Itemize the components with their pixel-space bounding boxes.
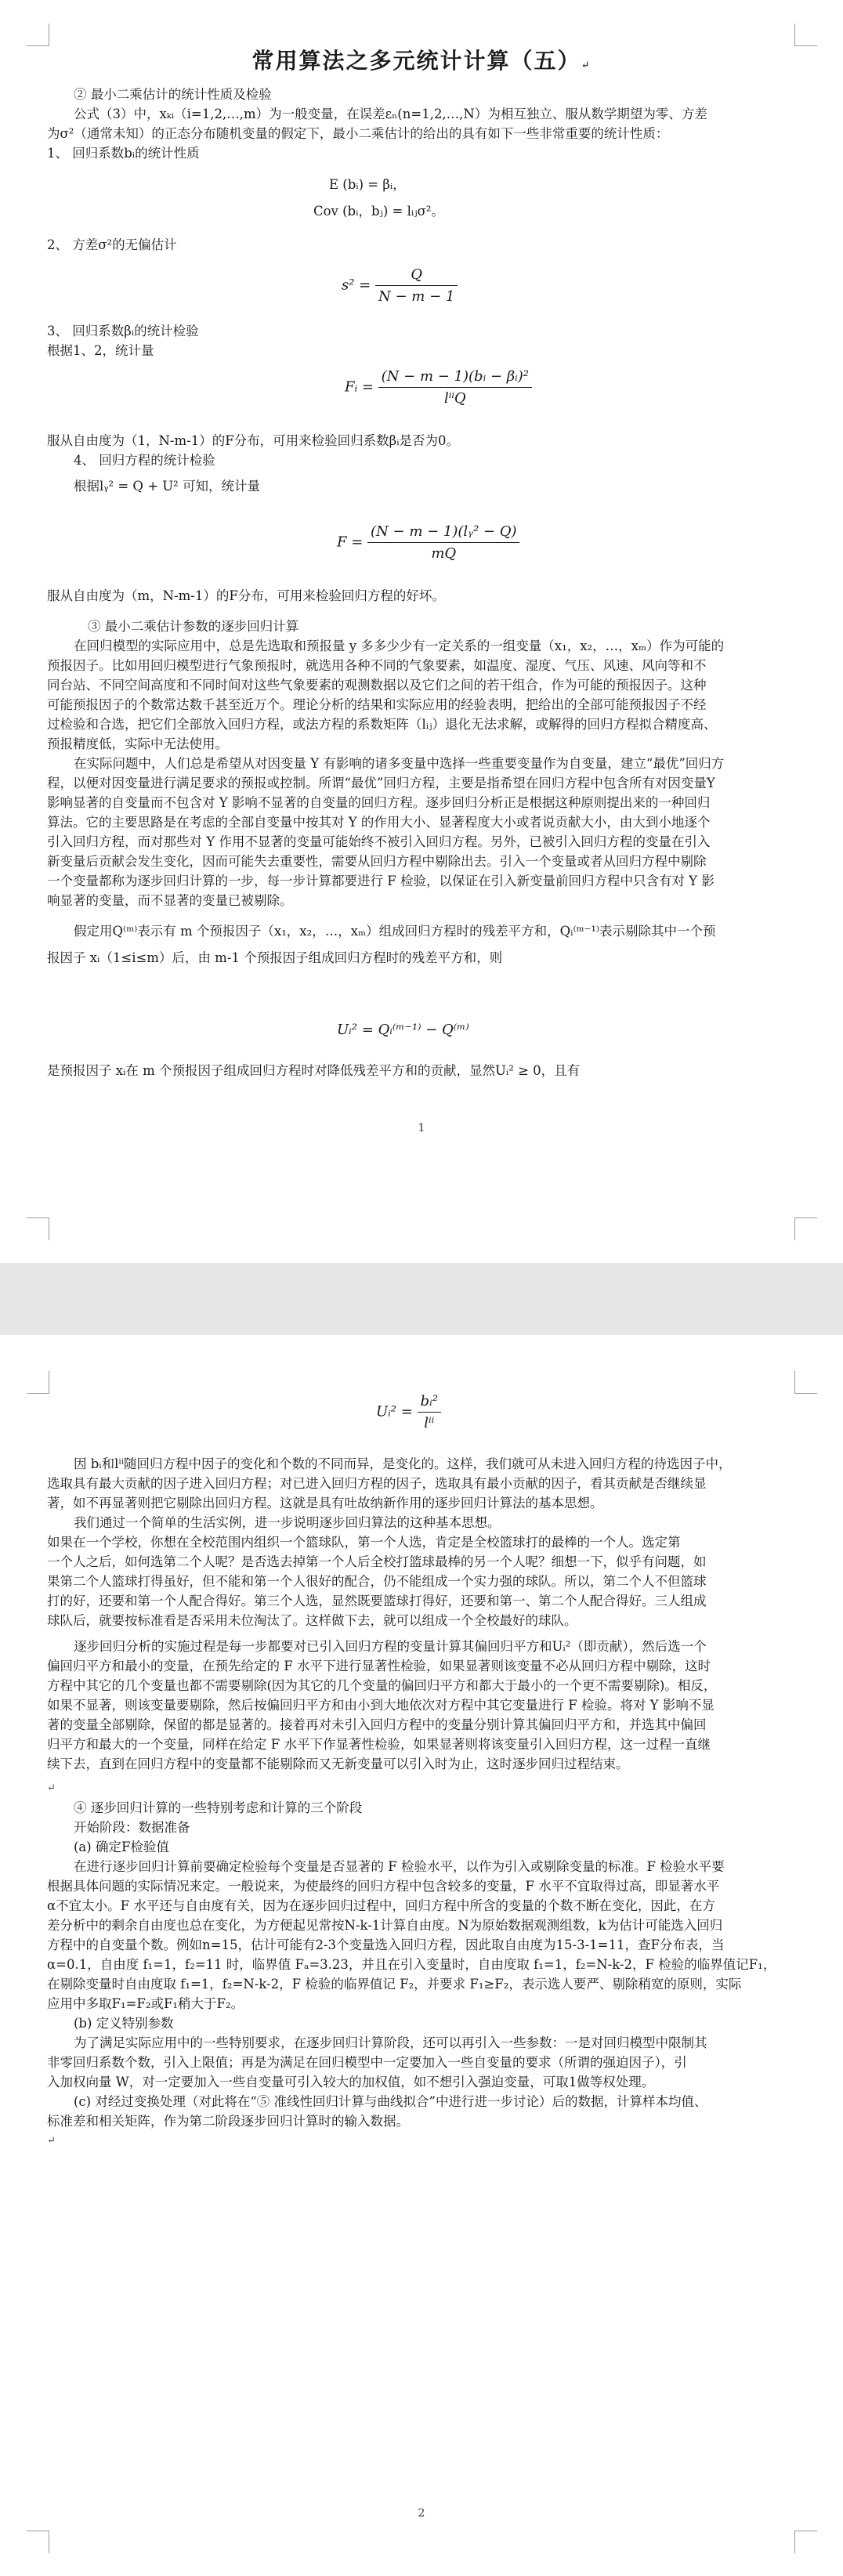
equation-fraction (375, 266, 458, 305)
paragraph-line: 应用中多取F₁=F₂或F₁稍大于F₂。 (47, 1996, 244, 2011)
equation-lhs: Uᵢ² = (376, 1403, 413, 1420)
crop-mark-top-right (794, 1371, 817, 1394)
equation-covariance: Cov (bᵢ，bⱼ) = lᵢⱼσ²。 (313, 204, 444, 219)
empty-paragraph: ↵ (47, 1782, 56, 1794)
heading-special-params: (b) 定义特别参数 (74, 2016, 174, 2031)
paragraph-line: 过检验和合选，把它们全部放入回归方程，或法方程的系数矩阵（lᵢⱼ）退化无法求解，或解得的回归方程拟合精度高、 (47, 717, 717, 732)
crop-mark-top-right (794, 24, 817, 46)
paragraph-optimal-equation (47, 754, 796, 910)
paragraph-line: 在进行逐步回归计算前要确定检验每个变量是否显著的 F 检验水平，以作为引入或剔除变量的标准。F 检验水平要 (74, 1859, 725, 1874)
equation-contribution-ratio (376, 1393, 441, 1431)
document-title: 常用算法之多元统计计算（五）↵ (251, 48, 592, 74)
heading-f-test-value: (a) 确定F检验值 (74, 1840, 169, 1854)
paragraph-line: 非零回归系数个数，引入上限值；再是为满足在回归模型中一定要加入一些自变量的要求（所谓的强迫因子），引 (47, 2055, 687, 2070)
paragraph-line: 续下去，直到在回归方程中的变量都不能剔除而又无新变量可以引入时为止，这时逐步回归过程结束。 (47, 1757, 629, 1771)
crop-mark-bottom-left (27, 1217, 49, 1240)
paragraph-line: 在实际问题中，人们总是希望从对因变量 Y 有影响的诸多变量中选择一些重要变量作为自变量，建立“最优”回归方 (74, 756, 725, 771)
crop-mark-bottom-left (27, 2531, 49, 2553)
paragraph-line: 报因子 xᵢ（1≤i≤m）后，由 m-1 个预报因子组成回归方程时的残差平方和，则 (47, 950, 503, 965)
paragraph-special-params (47, 2033, 796, 2092)
equation-contribution: Uᵢ² = Qᵢ⁽ᵐ⁻¹⁾ − Q⁽ᵐ⁾ (337, 1022, 469, 1038)
paragraph-line: 服从自由度为（1，N-m-1）的F分布，可用来检验回归系数βᵢ是否为0。 (47, 433, 460, 448)
paragraph-line: 是预报因子 xᵢ在 m 个预报因子组成回归方程时对降低残差平方和的贡献，显然Uᵢ² ≥ 0，且有 (47, 1063, 581, 1078)
section-variance-estimate (47, 235, 796, 255)
page-gap (0, 1263, 843, 1335)
paragraph-line: 一个变量都称为逐步回归计算的一步，每一步计算都要进行 F 检验，以保证在引入新变量前回归方程中只含有对 Y 影 (47, 874, 715, 888)
equation-fraction (378, 368, 532, 407)
paragraph-line: 著，如不再显著则把它剔除出回归方程。这就是具有吐故纳新作用的逐步回归计算法的基本思想。 (47, 1496, 603, 1511)
page-number: 2 (418, 2507, 425, 2520)
equation-numerator: Q (375, 266, 458, 286)
paragraph-line: α不宜太小。F 水平还与自由度有关，因为在逐步回归过程中，回归方程中所含的变量的个数不断在变化，因此，在方 (47, 1898, 715, 1913)
paragraph-line: 新变量后贡献会发生变化，因而可能失去重要性，需要从回归方程中剔除出去。引入一个变量或者从回归方程中剔除 (47, 854, 707, 869)
heading-coefficient-properties: 1、 回归系数bᵢ的统计性质 (47, 146, 200, 161)
paragraph-transformed-data (47, 2092, 796, 2131)
paragraph-line: 假定用Q⁽ᵐ⁾表示有 m 个预报因子（x₁，x₂，…，xₘ）组成回归方程时的残差平方和，Qᵢ⁽ᵐ⁻¹⁾表示剔除其中一个预 (74, 924, 716, 939)
paragraph-line: 为了满足实际应用中的一些特别要求，在逐步回归计算阶段，还可以再引入一些参数：一是对回归模型中限制其 (74, 2035, 707, 2050)
paragraph-line: 公式（3）中，xₖᵢ（i=1,2,…,m）为一般变量，在误差εₙ(n=1,2,…,N）为相互独立、服从数学期望为零、方差 (74, 107, 707, 121)
paragraph-line: 球队后，就要按标准看是否采用未位淘汰了。这样做下去，就可以组成一个全校最好的球队。 (47, 1613, 577, 1628)
section-stepwise (47, 586, 796, 971)
paragraph-line: 如果不显著，则该变量要剔除，然后按偏回归平方和由小到大地依次对方程中其它变量进行 F 检验。将对 Y 影响不显 (47, 1698, 715, 1713)
document-page-2 (0, 1335, 843, 2576)
paragraph-line: 预报因子。比如用回归模型进行气象预报时，就选用各种不同的气象要素，如温度、湿度、气压、风速、风向等和不 (47, 658, 707, 673)
paragraph-line: α=0.1，自由度 f₁=1，f₂=11 时，临界值 Fₐ=3.23，并且在引入变量时，自由度取 f₁=1，f₂=N-k-2，F 检验的临界值记F₁， (47, 1957, 776, 1972)
heading-coefficient-test: 3、 回归系数βᵢ的统计检验 (47, 324, 199, 338)
paragraph-line: 差分析中的剩余自由度也总在变化，为方便起见常按N-k-1计算自由度。N为原始数据观测组数，k为估计可能选入回归 (47, 1918, 723, 1933)
equation-numerator: (N − m − 1)(lᵧ² − Q) (367, 523, 519, 543)
section-coefficient-test (47, 321, 796, 360)
heading-special-considerations: ④ 逐步回归计算的一些特别考虑和计算的三个阶段 (74, 1800, 363, 1815)
paragraph-line: 根据lᵧ² = Q + U² 可知，统计量 (74, 479, 261, 494)
paragraph-f-test-level (47, 1857, 796, 2013)
crop-mark-top-left (27, 1371, 49, 1394)
heading-stepwise: ③ 最小二乘估计参数的逐步回归计算 (88, 619, 299, 634)
paragraph-line: 逐步回归分析的实施过程是每一步都要对已引入回归方程的变量计算其偏回归平方和Uᵢ²（即贡献），然后选一个 (74, 1639, 707, 1654)
equation-numerator: bᵢ² (418, 1393, 441, 1413)
heading-regression-test: 4、 回归方程的统计检验 (74, 453, 215, 468)
paragraph-line: 引入回归方程，而对那些对 Y 作用不显著的变量可能始终不被引入回归方程。另外，已被引入回归方程的变量在引入 (47, 834, 711, 849)
paragraph-line: 算法。它的主要思路是在考虑的全部自变量中按其对 Y 的作用大小、显著程度大小或者说贡献大小，由大到小地逐个 (47, 815, 711, 830)
paragraph-line: 为σ²（通常未知）的正态分布随机变量的假定下，最小二乘估计的给出的具有如下一些非常重要的统计性质： (47, 126, 669, 141)
paragraph-line: 归平方和最大的一个变量，同样在给定 F 水平下作显著性检验，如果显著则将该变量引入回归方程，这一过程一直继 (47, 1737, 711, 1752)
equation-denominator: lⁱⁱQ (443, 390, 466, 407)
paragraph-line: (c) 对经过变换处理（对此将在“⑤ 准线性回归计算与曲线拟合”中进行进一步讨论）后的数据，计算样本均值、 (74, 2094, 707, 2109)
heading-statistical-properties: ② 最小二乘估计的统计性质及检验 (74, 87, 272, 102)
equation-lhs: Fᵢ = (345, 378, 374, 396)
equation-fraction (367, 523, 519, 562)
paragraph-line: 偏回归平方和最小的变量，在预先给定的 F 水平下进行显著性检验，如果显著则该变量不必从回归方程中剔除，这时 (47, 1659, 711, 1673)
crop-mark-bottom-right (794, 1217, 817, 1240)
equation-denominator: lⁱⁱ (424, 1415, 435, 1431)
paragraph-line: 程，以便对因变量进行满足要求的预报或控制。所谓“最优”回归方程，主要是指希望在回归方程中包含所有对因变量Y (47, 776, 715, 791)
crop-mark-bottom-right (794, 2531, 817, 2553)
page-number: 1 (418, 1122, 425, 1134)
paragraph-line: 著的变量全部剔除，保留的都是显著的。接着再对未引入回归方程中的变量分别计算其偏回归平方和，并选其中偏回 (47, 1717, 707, 1732)
equation-lhs: s² = (342, 277, 371, 294)
heading-variance-unbiased: 2、 方差σ²的无偏估计 (47, 237, 177, 252)
paragraph-line: 同台站、不同空间高度和不同时间对这些气象要素的观测数据以及它们之间的若干组合，作为可能的预报因子。这种 (47, 678, 707, 693)
equation-lhs: F = (337, 534, 364, 551)
section-least-squares-properties (47, 85, 796, 163)
paragraph-line: 响显著的变量，而不显著的变量已被剔除。 (47, 893, 293, 908)
paragraph-line: 服从自由度为（m，N-m-1）的F分布，可用来检验回归方程的好坏。 (47, 588, 445, 603)
paragraph-line: 选取具有最大贡献的因子进入回归方程；对已进入回归方程的因子，选取具有最小贡献的因子，看其贡献是否继续显 (47, 1476, 707, 1491)
equation-numerator: (N − m − 1)(bᵢ − βᵢ)² (378, 368, 532, 388)
section-page2-body (47, 1454, 796, 2151)
section-regression-test (47, 431, 796, 496)
paragraph-line: 预报精度低，实际中无法使用。 (47, 736, 228, 751)
paragraph-line: 方程中的自变量个数。例如n=15，估计可能有2-3个变量选入回归方程，因此取自由度为15-3-1=11，查F分布表，当 (47, 1937, 725, 1952)
empty-paragraph: ↵ (47, 2135, 56, 2147)
paragraph-line: 根据具体问题的实际情况来定。一般说来，为使最终的回归方程中包含较多的变量，F 水平不宜取得过高，即显著水平 (47, 1879, 720, 1894)
paragraph-line: 一个人之后，如何选第二个人呢？是否选去掉第一个人后全校打篮球最棒的另一个人呢？细想一下，似乎有问题，如 (47, 1554, 707, 1569)
equation-f-statistic-regression (337, 523, 519, 562)
paragraph-line: 打的好，还要和第一个人配合得好。第三个人选，显然既要篮球打得好，还要和第一、第二个人配合得好。三人组成 (47, 1594, 707, 1608)
document-page-1 (0, 0, 843, 1263)
paragraph-line: 可能预报因子的个数常达数千甚至近万个。理论分析的结果和实际应用的经验表明，把给出的全部可能预报因子不经 (47, 697, 707, 712)
paragraph-variable-selection (47, 1454, 796, 1513)
paragraph-line: 标准差和相关矩阵，作为第二阶段逐步回归计算时的输入数据。 (47, 2114, 409, 2129)
equation-variance (342, 266, 458, 305)
equation-fraction (418, 1393, 441, 1431)
paragraph-line: 方程中其它的几个变量也都不需要剔除(因为其它的几个变量的偏回归平方和都大于最小的一个更不需要剔除)。相反， (47, 1678, 717, 1693)
paragraph-line: 根据1、2，统计量 (47, 343, 154, 358)
paragraph-line: 入加权向量 W，对一定要加入一些自变量可引入较大的加权值，如不想引入强迫变量，可取1做等权处理。 (47, 2075, 655, 2089)
section-contribution (47, 1061, 796, 1080)
paragraph-basketball-example (47, 1513, 796, 1630)
crop-mark-top-left (27, 24, 49, 46)
paragraph-line: 果第二个人篮球打得虽好，但不能和第一个人很好的配合，仍不能组成一个实力强的球队。所以，第二个人不但篮球 (47, 1574, 707, 1589)
equation-denominator: N − m − 1 (378, 288, 455, 305)
paragraph-line: 我们通过一个简单的生活实例，进一步说明逐步回归算法的这种基本思想。 (74, 1515, 501, 1530)
paragraph-line: 在回归模型的实际应用中，总是先选取和预报量 y 多多少少有一定关系的一组变量（x₁，x₂，…，xₘ）作为可能的 (74, 639, 725, 653)
equation-f-statistic-coefficient (345, 368, 532, 407)
paragraph-stepwise-process (47, 1637, 796, 1774)
paragraph-line: 因 bᵢ和lⁱⁱ随回归方程中因子的变化和个数的不同而异，是变化的。这样，我们就可从未进入回归方程的待选因子中， (74, 1456, 732, 1471)
equation-expectation: E (bᵢ) = βᵢ， (329, 177, 406, 192)
paragraph-model-application (47, 636, 796, 754)
equation-denominator: mQ (431, 545, 457, 562)
paragraph-line: 影响显著的自变量而不包含对 Y 影响不显著的自变量的回归方程。逐步回归分析正是根据这种原则提出来的一种回归 (47, 795, 711, 810)
paragraph-line: 在剔除变量时自由度取 f₁=1，f₂=N-k-2，F 检验的临界值记 F₂，并要求 F₁≥F₂，表示选人要严、剔除稍宽的原则，实际 (47, 1977, 742, 1992)
paragraph-line: 如果在一个学校，你想在全校范围内组织一个篮球队，第一个人选，肯定是全校篮球打的最棒的一个人。选定第 (47, 1535, 681, 1550)
heading-start-phase: 开始阶段：数据准备 (74, 1820, 190, 1835)
